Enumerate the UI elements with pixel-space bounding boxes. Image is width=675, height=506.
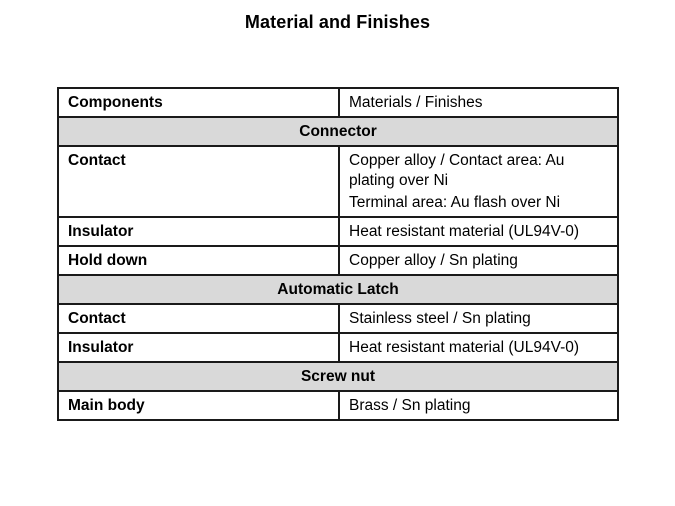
section-title: Screw nut <box>58 362 618 391</box>
table-row <box>58 391 618 420</box>
material-line: Copper alloy / Sn plating <box>349 252 518 269</box>
material-line: Terminal area: Au flash over Ni <box>349 194 561 211</box>
component-cell: Insulator <box>58 333 339 362</box>
page-title: Material and Finishes <box>244 12 431 32</box>
material-cell <box>339 304 618 333</box>
table-row <box>58 217 618 246</box>
material-cell <box>339 333 618 362</box>
materials-table <box>57 87 619 421</box>
material-line: Brass / Sn plating <box>349 397 471 414</box>
table-row <box>58 304 618 333</box>
material-line: Heat resistant material (UL94V-0) <box>349 339 580 356</box>
component-cell: Contact <box>58 146 339 217</box>
material-cell <box>339 246 618 275</box>
section-title: Automatic Latch <box>58 275 618 304</box>
table-row <box>58 333 618 362</box>
section-title: Connector <box>58 117 618 146</box>
materials-table-body <box>58 88 618 420</box>
material-cell <box>339 391 618 420</box>
material-line: Heat resistant material (UL94V-0) <box>349 223 580 240</box>
table-row <box>58 146 618 217</box>
section-header-row <box>58 275 618 304</box>
section-header-row <box>58 117 618 146</box>
table-row <box>58 246 618 275</box>
component-cell: Insulator <box>58 217 339 246</box>
table-header-row <box>58 88 618 117</box>
material-line: Stainless steel / Sn plating <box>349 310 531 327</box>
header-materials: Materials / Finishes <box>339 88 618 117</box>
header-components: Components <box>58 88 339 117</box>
component-cell: Hold down <box>58 246 339 275</box>
material-cell <box>339 146 618 217</box>
material-line: Copper alloy / Contact area: Au plating over Ni <box>349 152 565 189</box>
component-cell: Contact <box>58 304 339 333</box>
section-header-row <box>58 362 618 391</box>
component-cell: Main body <box>58 391 339 420</box>
material-cell <box>339 217 618 246</box>
